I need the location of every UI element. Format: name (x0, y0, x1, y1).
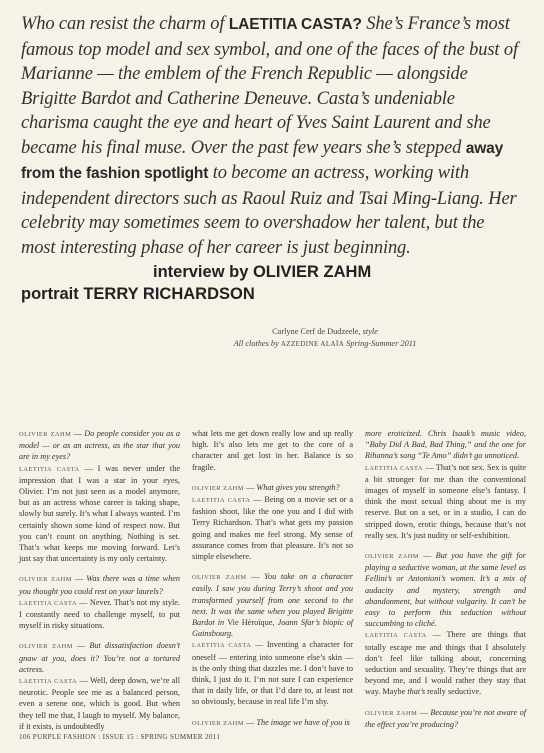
question-text: Do people consider you as a model — or as an actress, as the star that you are in my eyes? (19, 429, 180, 462)
question-continued: more eroticized. Chris Isaak’s music video, “Baby Did A Bad, Bad Thing,” and the one for Rihanna’s song “Te Amo” didn’t go unnoticed. LAETITIA CASTA — That’s not sex. Sex is quite a bit stronger for me than the conventional images of myself in someone else’s fantasy. I think the most sexual thing about me is my reserve. But on a set, or in a studio, I can do stripped down, erotic things, because that’s not really sex. It’s just nudity or self-exhibition. (365, 429, 526, 540)
question-text: more eroticized. Chris Isaak’s music video, “Baby Did A Bad, Bad Thing,” and the one for Rihanna’s song “Te Amo” didn’t go unnoticed. (365, 429, 526, 461)
answer-text: Being on a movie set or a fashion shoot, like the one you and I did with Terry Richardson. That’s what gets my passion going and makes me feel strong. My sense of assurance comes from that pleasure. It’s not so simple elsewhere. (192, 495, 353, 562)
intro-subject-name: LAETITIA CASTA? (228, 16, 362, 33)
credits-block (21, 261, 371, 305)
question-text: You take on a character easily. I saw you during Terry’s shoot and you transformed yourself from one second to the next. It was the same when you played Brigitte Bardot in (192, 572, 353, 628)
stylist-name: Carlyne Cerf de Dudzeele, (272, 327, 361, 336)
question: OLIVIER ZAHM — But dissatisfaction doesn’t gnaw at you, does it? You’re not a tortured actress. LAETITIA CASTA — Well, deep down, we’re all neurotic. People see me as a balanced person, even a serene one, which is good. But when they tell me that, I laugh to myself. My balance, if it exists, is undoubtedly (19, 641, 181, 731)
question: OLIVIER ZAHM — You take on a character easily. I saw you during Terry’s shoot and you transformed yourself from one second to the next. It was the same when you played Brigitte Bardot in Vie Héroïque, Joann Sfar’s biopic of Gainsbourg. LAETITIA CASTA — Inventing a character for oneself — entering into someone else’s skin — is the only thing that dazzles me. I don’t have to think, I just do it. I’m not sure I can experience that in daily life, or that I’d dare to, at least not so obviously, because in real life I’m shy. (192, 572, 353, 707)
answer-continued: what lets me get down really low and up really high. It’s also lets me get to the core of a character and get lost in her. Balance is so fragile. (192, 429, 353, 472)
question-text: But dissatisfaction doesn’t gnaw at you, does it? You’re not a tortured actress. (19, 641, 181, 674)
question: OLIVIER ZAHM — What gives you strength? LAETITIA CASTA — Being on a movie set or a fashion shoot, like the one you and I did with Terry Richardson. That’s what gets my passion going and makes me feel strong. My sense of assurance comes from that pleasure. It’s not so simple elsewhere. (192, 482, 353, 562)
answer-text: There are things that totally escape me and things that I absolutely don’t feel like talking about, concerning seduction and sexuality. They’re things that are beyond me, and I would rather they stay that way. Maybe (365, 630, 526, 697)
speaker-label: LAETITIA CASTA (192, 642, 252, 650)
question-text: The image we have of you is (256, 717, 350, 727)
intro-paragraph (21, 12, 521, 260)
intro-text-2: She’s France’s most famous top model and sex symbol, and one of the faces of the bust of Marianne — the emblem of the French Republic — alongside Brigitte Bardot and Catherine Deneuve. Casta’s undeniable charisma caught the eye and heart of Yves Saint Laurent and she became his final muse. Over the past few years she’s stepped (21, 14, 518, 158)
intro-text-3: to become an actress, working with independent directors such as Raoul Ruiz and Tsai Ming-Liang. Her celebrity may sometimes seem to overshadow her talent, but the most interesting phase of her career is just beginning. (21, 163, 517, 258)
question-text: But you have the gift for playing a seductive woman, at the same level as Fellini’s or Antonioni’s women. It’s a mix of audacity and mystery, strength and abandonment, but without vulgarity. It can’t be easy to perform this seduction without succumbing to cliché. (365, 551, 526, 629)
column-2 (192, 428, 353, 738)
speaker-label: LAETITIA CASTA (365, 632, 427, 640)
stylist-role: style (362, 327, 378, 336)
clothes-credit (200, 338, 450, 350)
answer-text: That’s not sex. Sex is quite a bit stronger for me than the conventional images of myself in someone else’s fantasy. I think the most sexual thing about me is my reserve. But on a set, or in a studio, I can do stripped down, erotic things, because that’s not really sex. It’s just nudity or self-exhibition. (365, 462, 526, 540)
stylist-credit (200, 326, 450, 338)
question: OLIVIER ZAHM — Because you’re not aware of the effect you’re producing? (365, 707, 526, 729)
answer-text: Never. That’s not my style. I constantly need to challenge myself, to put myself in risky situations. (19, 597, 180, 631)
speaker-label: LAETITIA CASTA (19, 599, 78, 607)
answer-text: I was never under the impression that I was a star in your eyes, Olivier. I’m not just seen as a model anymore, but as an actress whose career is taking shape, slowly but surely. It’s what I always wanted. I’m certainly shown some kind of respect now. But you can’t count on anything. Nothing is set. That’s what keeps me moving forward. Let’s just say that uncertainty is my only certainty. (19, 463, 181, 564)
photo-caption (200, 326, 450, 350)
interview-columns (19, 428, 527, 731)
question-text: Because you’re not aware of the effect you’re producing? (365, 707, 526, 729)
clothes-prefix: All clothes by (233, 339, 279, 348)
speaker-label: OLIVIER ZAHM (19, 576, 72, 584)
speaker-label: LAETITIA CASTA (19, 678, 78, 686)
speaker-label: OLIVIER ZAHM (192, 574, 247, 582)
answer-text: Well, deep down, we’re all neurotic. People see me as a balanced person, even a serene one, which is good. But when they tell me that, I laugh to myself. My balance, if it exists, is undoubtedly (19, 676, 180, 731)
speaker-label: OLIVIER ZAHM (192, 484, 244, 492)
answer-text-cont: really seductive. (425, 687, 482, 697)
column-3 (365, 428, 526, 739)
interview-credit: interview by OLIVIER ZAHM (153, 263, 372, 281)
season-label: Spring-Summer 2011 (346, 339, 417, 348)
question: OLIVIER ZAHM — The image we have of you is (192, 717, 350, 727)
portrait-credit: portrait TERRY RICHARDSON (21, 285, 255, 303)
speaker-label: OLIVIER ZAHM (192, 719, 244, 727)
question-text: What gives you strength? (256, 482, 340, 492)
speaker-label: OLIVIER ZAHM (365, 709, 418, 717)
speaker-label: LAETITIA CASTA (365, 464, 424, 472)
page-footer: 106 PURPLE FASHION : ISSUE 15 : SPRING SUMMER 2011 (19, 733, 221, 741)
speaker-label: LAETITIA CASTA (192, 497, 251, 505)
intro-highlight: away from the fashion spotlight (21, 139, 504, 182)
column-1 (19, 428, 180, 741)
speaker-label: LAETITIA CASTA (19, 465, 80, 473)
speaker-label: OLIVIER ZAHM (19, 431, 72, 438)
designer-name: AZZEDINE ALAÏA (280, 340, 345, 348)
question: OLIVIER ZAHM — Do people consider you as a model — or as an actress, as the star that you are in my eyes? LAETITIA CASTA — I was never under the impression that I was a star in your eyes, Olivier. I’m not just seen as a model anymore, but as an actress whose career is taking shape, slowly but surely. It’s what I always wanted. I’m certainly shown some kind of respect now. But you can’t count on anything. Nothing is set. That’s what keeps me moving forward. Let’s just say that uncertainty is my only certainty. (19, 429, 181, 564)
answer-text: Inventing a character for oneself — entering into someone else’s skin — is the only thing that dazzles me. I don’t have to think, I just do it. I’m not sure I can experience that in daily life, or that I’d dare to, at least not so obviously, because in real life I’m shy. (192, 640, 353, 707)
question: OLIVIER ZAHM — But you have the gift for playing a seductive woman, at the same level as Fellini’s or Antonioni’s women. It’s a mix of audacity and mystery, strength and abandonment, but without vulgarity. It can’t be easy to perform this seduction without succumbing to cliché. LAETITIA CASTA — There are things that totally escape me and things that I absolutely don’t feel like talking about, concerning seduction and sexuality. They’re things that are beyond me, and I would rather they stay that way. Maybe that’s really seductive. (365, 551, 526, 697)
intro-text-1: Who can resist the charm of (21, 14, 229, 34)
speaker-label: OLIVIER ZAHM (365, 553, 420, 561)
film-title: Vie Héroïque (227, 618, 273, 628)
speaker-label: OLIVIER ZAHM (19, 643, 73, 651)
question-text-cont: , Joann Sfar’s biopic of Gainsbourg. (192, 618, 353, 639)
question-text: Was there was a time when you thought you could rest on your laurels? (19, 574, 180, 596)
emphasis-text: that’s (407, 687, 426, 697)
question: OLIVIER ZAHM — Was there was a time when you thought you could rest on your laurels? LAETITIA CASTA — Never. That’s not my style. I constantly need to challenge myself, to put myself in risky situations. (19, 574, 180, 631)
